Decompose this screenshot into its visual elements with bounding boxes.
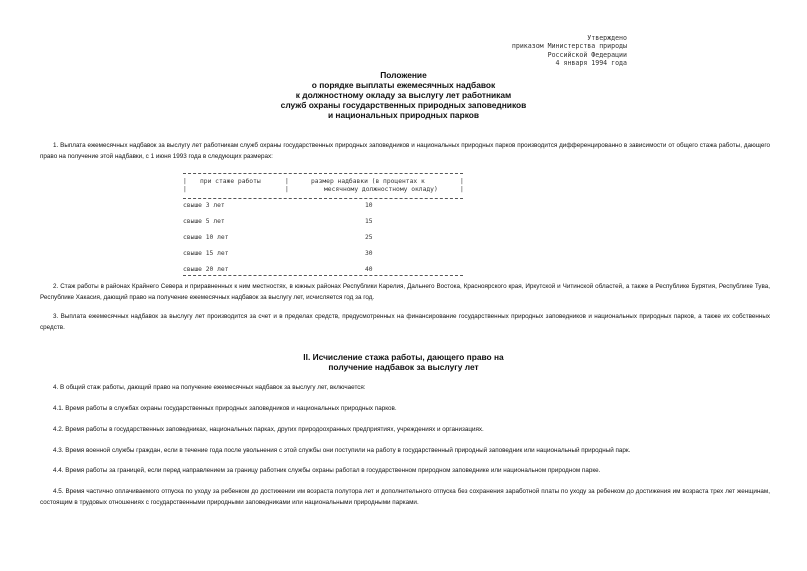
table-cell-percent: 25: [365, 234, 373, 241]
table-pipe: |: [183, 186, 187, 193]
paragraph-text: 4.5. Время частично оплачиваемого отпуска по уходу за ребенком до достижении им возраста полутора лет и дополнительного отпуска без сохранения заработной платы по уходу за ребенком до достижения им возраста трех лет женщинам, состоящим в трудовых отношениях с государственными природными заповедниками или национальными природными парками.: [40, 488, 770, 506]
paragraph-text: 4.4. Время работы за границей, если перед направлением за границу работник службы охраны работал в государственном природном заповеднике или национальном природном парке.: [53, 467, 601, 474]
document-title: [0, 70, 807, 120]
paragraph-text: 1. Выплата ежемесячных надбавок за выслугу лет работникам служб охраны государственных природных заповедников и национальных природных парков производится дифференцированно в зависимости от общего стажа работы, дающего право на получение этой надбавки, с 1 июня 1993 года в следующих размерах:: [40, 142, 770, 160]
paragraph-text: 4.1. Время работы в службах охраны государственных природных заповедников и национальных природных парков.: [53, 405, 397, 412]
title-line: к должностному окладу за выслугу лет работникам: [295, 90, 512, 100]
table-pipe: |: [285, 186, 289, 193]
table-header-percent-2: месячному должностному окладу): [324, 186, 438, 193]
table-border-top: [183, 173, 463, 174]
paragraph-text: 4.3. Время военной службы граждан, если в течение года после увольнения с этой службы они поступили на работу в государственный природный заповедник или национальный природный парк.: [53, 447, 631, 454]
table-pipe: |: [460, 186, 464, 193]
paragraph-4-2: [40, 425, 770, 436]
paragraph-1: [40, 141, 770, 162]
section-heading-line: II. Исчисление стажа работы, дающего право на: [303, 352, 504, 362]
table-pipe: |: [460, 178, 464, 185]
table-cell-percent: 15: [365, 218, 373, 225]
table-cell-experience: свыше 20 лет: [183, 266, 229, 273]
table-cell-experience: свыше 5 лет: [183, 218, 225, 225]
table-cell-percent: 40: [365, 266, 373, 273]
title-line: и национальных природных парков: [327, 110, 480, 120]
paragraph-text: 4. В общий стаж работы, дающий право на получение ежемесячных надбавок за выслугу лет, включается:: [53, 384, 366, 391]
table-header-divider: [183, 198, 463, 199]
table-cell-percent: 30: [365, 250, 373, 257]
table-cell-experience: свыше 10 лет: [183, 234, 229, 241]
paragraph-4: [40, 383, 770, 394]
paragraph-4-1: [40, 404, 770, 415]
table-cell-percent: 10: [365, 202, 373, 209]
table-cell-experience: свыше 15 лет: [183, 250, 229, 257]
paragraph-text: 4.2. Время работы в государственных заповедниках, национальных парках, других природоохранных предприятиях, учреждениях и организациях.: [53, 426, 484, 433]
section-heading-line: получение надбавок за выслугу лет: [328, 362, 479, 372]
approval-stamp: [512, 34, 627, 68]
approval-line: приказом Министерства природы: [511, 42, 627, 51]
table-cell-experience: свыше 3 лет: [183, 202, 225, 209]
table-pipe: |: [285, 178, 289, 185]
table-header-experience: при стаже работы: [200, 178, 261, 185]
section-heading: [0, 352, 807, 372]
paragraph-4-5: [40, 487, 770, 508]
table-header-percent-1: размер надбавки (в процентах к: [311, 178, 425, 185]
paragraph-2: [40, 282, 770, 303]
paragraph-text: 2. Стаж работы в районах Крайнего Севера и приравненных к ним местностях, в южных районах Республики Карелия, Дальнего Востока, Красноярского края, Иркутской и Читинской областей, а также в Республике Бурятия, Республике Тува, Республике Хакасия, дающий право на получение ежемесячных надбавок за выслугу лет, исчисляется год за год.: [40, 283, 770, 301]
approval-line: Российской Федерации: [547, 50, 627, 59]
approval-line: Утверждено: [587, 34, 627, 42]
approval-line: 4 января 1994 года: [555, 59, 627, 68]
paragraph-4-4: [40, 466, 770, 477]
table-pipe: |: [183, 178, 187, 185]
title-line: Положение: [380, 70, 427, 80]
title-line: о порядке выплаты ежемесячных надбавок: [311, 80, 496, 90]
table-border-bottom: [183, 275, 463, 276]
paragraph-text: 3. Выплата ежемесячных надбавок за выслугу лет производится за счет и в пределах средств, предусмотренных на финансирование государственных природных заповедников и национальных природных парков, а также их собственных средств.: [40, 313, 770, 331]
title-line: служб охраны государственных природных заповедников: [280, 100, 527, 110]
paragraph-3: [40, 312, 770, 333]
paragraph-4-3: [40, 446, 770, 457]
